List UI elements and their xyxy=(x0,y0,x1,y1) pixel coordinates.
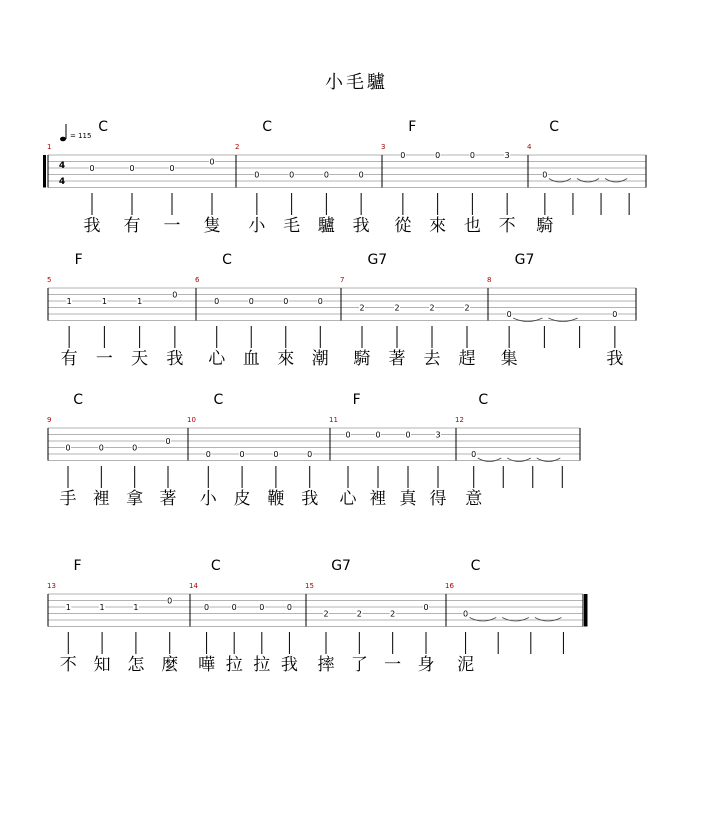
lyric-character: 意 xyxy=(465,489,483,509)
lyric-character: 小 xyxy=(248,216,266,236)
lyric-character: 我 xyxy=(166,349,184,369)
tie-arc xyxy=(507,458,531,462)
time-signature-bottom: 4 xyxy=(58,177,66,187)
fret-number: 0 xyxy=(273,450,279,459)
lyric-character: 集 xyxy=(500,349,518,369)
lyric-character: 隻 xyxy=(203,216,221,236)
measure-number: 14 xyxy=(189,582,198,590)
lyric-character: 騎 xyxy=(353,349,371,369)
measure-number: 6 xyxy=(195,276,200,284)
lyric-character: 小 xyxy=(199,489,217,509)
tie-arc xyxy=(478,458,502,462)
fret-number: 0 xyxy=(248,297,254,306)
fret-number: 0 xyxy=(542,170,548,180)
fret-number: 1 xyxy=(99,603,105,612)
fret-number: 0 xyxy=(358,170,364,180)
fret-number: 0 xyxy=(132,443,138,453)
lyric-character: 泥 xyxy=(457,655,475,675)
fret-number: 0 xyxy=(169,164,175,173)
fret-number: 1 xyxy=(66,297,72,306)
lyric-character: 一 xyxy=(95,349,113,369)
measure-number: 13 xyxy=(47,582,56,590)
fret-number: 0 xyxy=(317,297,323,306)
tie-arc xyxy=(577,179,599,183)
fret-number: 0 xyxy=(286,603,292,612)
fret-number: 2 xyxy=(390,609,396,619)
fret-number: 0 xyxy=(307,450,313,459)
fret-number: 0 xyxy=(463,609,469,619)
fret-number: 0 xyxy=(65,443,71,453)
tie-arc xyxy=(605,179,627,183)
fret-number: 2 xyxy=(356,609,362,619)
measure-number: 15 xyxy=(305,582,314,590)
chord-name: F xyxy=(408,119,417,135)
chord-name: C xyxy=(210,558,221,574)
measure-number: 11 xyxy=(329,416,338,424)
fret-number: 2 xyxy=(394,303,400,313)
chord-name: G7 xyxy=(367,252,388,268)
measure-number: 7 xyxy=(340,276,345,284)
lyric-character: 知 xyxy=(93,655,111,675)
lyric-character: 拉 xyxy=(253,655,271,675)
lyric-character: 不 xyxy=(498,216,516,236)
tie-arc xyxy=(502,618,529,622)
lyric-character: 不 xyxy=(59,655,77,675)
measure-number: 12 xyxy=(455,416,464,424)
fret-number: 0 xyxy=(167,596,173,606)
fret-number: 0 xyxy=(129,164,135,173)
fret-number: 2 xyxy=(464,303,470,313)
chord-name: C xyxy=(98,119,109,135)
lyric-character: 拿 xyxy=(126,489,144,509)
fret-number: 0 xyxy=(283,297,289,306)
chord-name: C xyxy=(73,392,83,408)
lyric-character: 趕 xyxy=(458,349,476,369)
chord-name: C xyxy=(470,558,481,574)
fret-number: 0 xyxy=(612,310,618,319)
fret-number: 0 xyxy=(254,170,260,180)
tie-arc xyxy=(548,318,577,322)
lyric-character: 裡 xyxy=(92,489,110,509)
lyric-character: 我 xyxy=(606,349,624,369)
lyric-character: 來 xyxy=(429,216,447,236)
fret-number: 0 xyxy=(506,310,512,319)
lyric-character: 著 xyxy=(388,349,406,369)
chord-name: C xyxy=(478,392,489,408)
lyric-character: 我 xyxy=(280,655,298,675)
lyric-character: 天 xyxy=(131,349,149,369)
fret-number: 0 xyxy=(259,603,265,612)
lyric-character: 也 xyxy=(463,216,481,236)
lyric-character: 有 xyxy=(60,349,78,369)
fret-number: 0 xyxy=(214,297,220,306)
fret-number: 0 xyxy=(435,151,441,160)
measure-number: 9 xyxy=(47,416,52,424)
lyric-character: 手 xyxy=(59,489,77,509)
time-signature-top: 4 xyxy=(58,161,66,171)
lyric-character: 心 xyxy=(208,349,226,369)
fret-number: 0 xyxy=(204,603,210,612)
lyric-character: 有 xyxy=(123,216,141,236)
lyric-character: 真 xyxy=(399,489,417,509)
tempo-text: = 115 xyxy=(70,132,92,140)
lyric-character: 鞭 xyxy=(267,489,285,509)
measure-number: 5 xyxy=(47,276,52,284)
chord-name: F xyxy=(74,252,83,268)
lyric-character: 拉 xyxy=(225,655,243,675)
lyric-character: 去 xyxy=(423,349,441,369)
song-title: 小毛驢 xyxy=(325,72,388,93)
fret-number: 0 xyxy=(165,437,171,446)
fret-number: 0 xyxy=(205,450,211,459)
lyric-character: 我 xyxy=(352,216,370,236)
fret-number: 0 xyxy=(239,450,245,459)
fret-number: 1 xyxy=(137,297,143,306)
lyric-character: 從 xyxy=(394,216,412,236)
lyric-character: 身 xyxy=(417,655,435,675)
lyric-character: 了 xyxy=(350,655,368,675)
fret-number: 1 xyxy=(133,603,139,612)
fret-number: 2 xyxy=(429,303,435,313)
measure-number: 2 xyxy=(235,143,240,151)
lyric-character: 血 xyxy=(242,349,260,369)
chord-name: C xyxy=(262,119,273,135)
lyric-character: 怎 xyxy=(127,655,145,675)
lyric-character: 騎 xyxy=(536,216,554,236)
fret-number: 0 xyxy=(405,430,411,440)
measure-number: 3 xyxy=(381,143,386,151)
measure-number: 10 xyxy=(187,416,196,424)
fret-number: 3 xyxy=(504,151,510,160)
tie-arc xyxy=(537,458,561,462)
tie-arc xyxy=(535,618,562,622)
fret-number: 0 xyxy=(345,430,351,440)
fret-number: 3 xyxy=(435,430,441,440)
chord-name: C xyxy=(222,252,232,268)
lyric-character: 一 xyxy=(384,655,402,675)
chord-name: F xyxy=(352,392,361,408)
fret-number: 0 xyxy=(400,151,406,160)
lyric-character: 裡 xyxy=(369,489,387,509)
chord-name: C xyxy=(549,119,560,135)
fret-number: 0 xyxy=(471,450,477,459)
chord-name: F xyxy=(73,558,82,574)
fret-number: 0 xyxy=(469,151,475,160)
tie-arc xyxy=(549,179,571,183)
start-thick-barline xyxy=(43,155,46,188)
fret-number: 0 xyxy=(172,290,178,300)
measure-number: 8 xyxy=(487,276,492,284)
lyric-character: 毛 xyxy=(283,216,301,236)
chord-name: G7 xyxy=(514,252,535,268)
lyric-character: 我 xyxy=(301,489,319,509)
lyric-character: 摔 xyxy=(317,655,335,675)
fret-number: 2 xyxy=(323,609,329,619)
lyric-character: 一 xyxy=(163,216,181,236)
fret-number: 0 xyxy=(375,430,381,440)
lyric-character: 麼 xyxy=(161,655,179,675)
fret-number: 1 xyxy=(65,603,71,612)
lyric-character: 皮 xyxy=(233,489,251,509)
fret-number: 0 xyxy=(89,164,95,173)
quarter-note-icon xyxy=(60,137,66,142)
lyric-character: 驢 xyxy=(317,216,335,236)
measure-number: 1 xyxy=(47,143,52,151)
fret-number: 0 xyxy=(289,170,295,180)
lyric-character: 著 xyxy=(159,489,177,509)
fret-number: 0 xyxy=(98,443,104,453)
lyric-character: 我 xyxy=(83,216,101,236)
fret-number: 2 xyxy=(359,303,365,313)
final-thick-barline xyxy=(584,594,588,627)
fret-number: 0 xyxy=(423,603,429,612)
lyric-character: 潮 xyxy=(311,349,329,369)
tie-arc xyxy=(470,618,497,622)
fret-number: 0 xyxy=(209,157,215,167)
fret-number: 1 xyxy=(101,297,107,306)
fret-number: 0 xyxy=(231,603,237,612)
measure-number: 16 xyxy=(445,582,454,590)
lyric-character: 得 xyxy=(429,489,447,509)
lyric-character: 來 xyxy=(277,349,295,369)
chord-name: C xyxy=(213,392,224,408)
chord-name: G7 xyxy=(331,558,351,574)
measure-number: 4 xyxy=(527,143,532,151)
fret-number: 0 xyxy=(323,170,329,180)
lyric-character: 心 xyxy=(339,489,357,509)
lyric-character: 嘩 xyxy=(198,655,216,675)
tie-arc xyxy=(513,318,542,322)
